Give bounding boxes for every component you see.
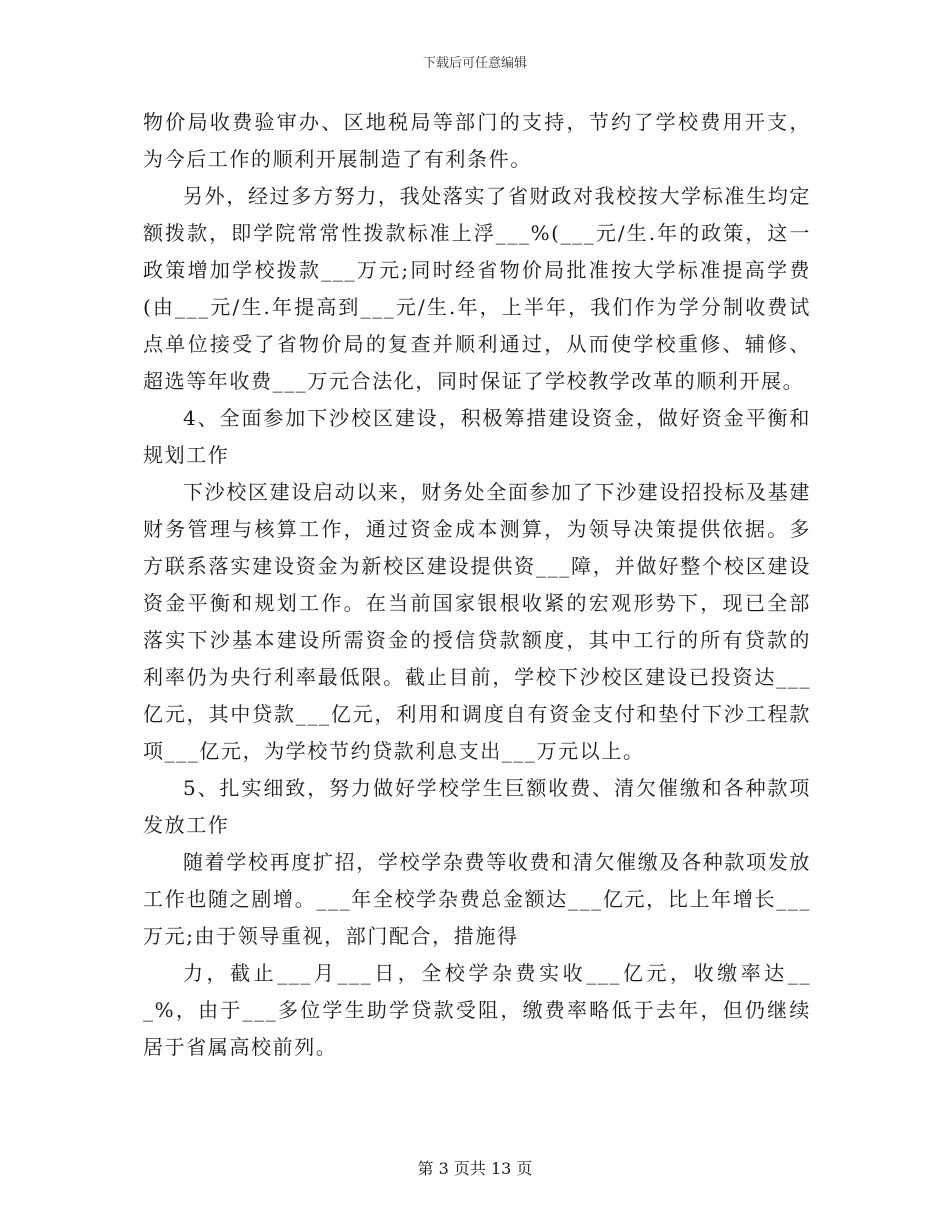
- paragraph-3: 下沙校区建设启动以来，财务处全面参加了下沙建设招投标及基建财务管理与核算工作，通过资金成本测算，为领导决策提供依据。多方联系落实建设资金为新校区建设提供资___障，并做好整个校区建设资金平衡和规划工作。在当前国家银根收紧的宏观形势下，现已全部落实下沙基本建设所需资金的授信贷款额度，其中工行的所有贷款的利率仍为央行利率最低限。截止目前，学校下沙校区建设已投资达___亿元，其中贷款___亿元，利用和调度自有资金支付和垫付下沙工程款项___亿元，为学校节约贷款利息支出___万元以上。: [143, 480, 811, 763]
- paragraph-1: 物价局收费验审办、区地税局等部门的支持，节约了学校费用开支，为今后工作的顺利开展制造了有利条件。: [143, 110, 811, 171]
- page-header: 下载后可任意编辑: [422, 56, 527, 71]
- paragraph-2: 另外，经过多方努力，我处落实了省财政对我校按大学标准生均定额拨款，即学院常常性拨款标准上浮___%(___元/生.年的政策，这一政策增加学校拨款___万元;同时经省物价局批准按大学标准提高学费(由___元/生.年提高到___元/生.年，上半年，我们作为学分制收费试点单位接受了省物价局的复查并顺利通过，从而使学校重修、辅修、超选等年收费___万元合法化，同时保证了学校教学改革的顺利开展。: [143, 184, 811, 393]
- paragraph-4: 随着学校再度扩招，学校学杂费等收费和清欠催缴及各种款项发放工作也随之剧增。___年全校学杂费总金额达___亿元，比上年增长___万元;由于领导重视，部门配合，措施得: [143, 850, 811, 948]
- section-heading-4: 4、全面参加下沙校区建设，积极筹措建设资金，做好资金平衡和规划工作: [143, 406, 811, 467]
- paragraph-5: 力，截止___月___日，全校学杂费实收___亿元，收缴率达___%，由于___多位学生助学贷款受阻，缴费率略低于去年，但仍继续居于省属高校前列。: [143, 961, 811, 1059]
- page-footer: 第 3 页共 13 页: [417, 1159, 533, 1178]
- section-heading-5: 5、扎实细致，努力做好学校学生巨额收费、清欠催缴和各种款项发放工作: [143, 776, 811, 837]
- document-body: [143, 104, 811, 1066]
